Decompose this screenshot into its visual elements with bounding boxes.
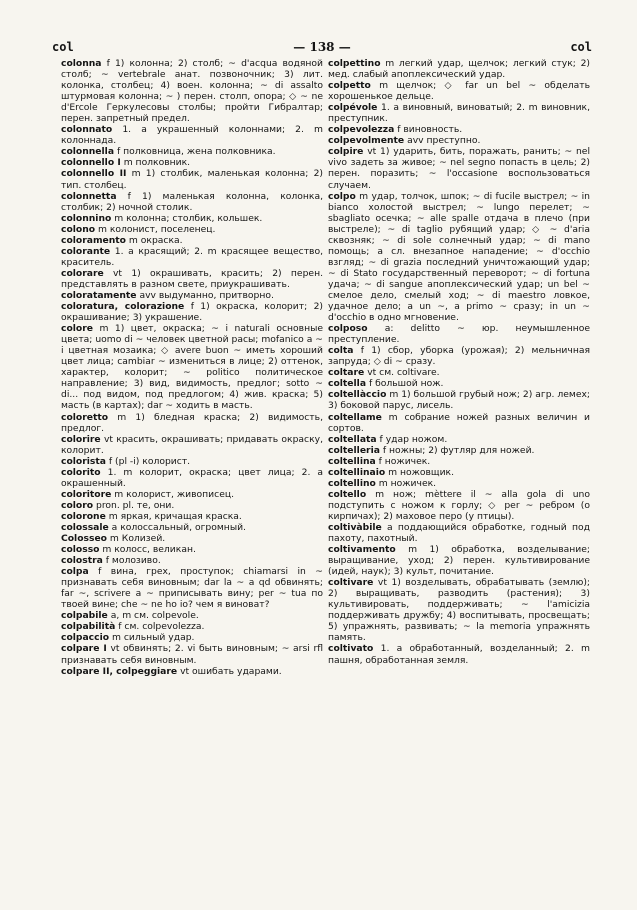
entry-definition: avv выдуманно, притворно. xyxy=(139,289,274,301)
dictionary-entry xyxy=(61,555,323,566)
entry-definition: m полковник. xyxy=(123,157,191,169)
dictionary-entry xyxy=(61,168,323,190)
dictionary-entry xyxy=(61,456,323,467)
dictionary-entry xyxy=(61,213,323,224)
entry-headword: colonnetta xyxy=(61,190,117,202)
entry-headword: colonnella xyxy=(61,146,115,158)
dictionary-entry xyxy=(328,577,590,643)
dictionary-entry xyxy=(328,323,590,345)
dictionary-entry xyxy=(61,290,323,301)
right-column xyxy=(328,58,590,896)
dictionary-entry xyxy=(61,511,323,522)
entry-headword: colonnino xyxy=(61,212,112,224)
entry-definition: f вина, грех, проступок; chiamarsi in ~ признавать себя виновным; dar la ~ a qd обвинять; far ~, scrivere a ~ приписывать вину; per ~ tua по твоей вине; che ~ ne ho io? чем я виноват? xyxy=(61,566,323,611)
dictionary-entry xyxy=(61,157,323,168)
entry-headword: colta xyxy=(328,345,354,357)
dictionary-entry xyxy=(61,235,323,246)
dictionary-entry xyxy=(61,434,323,456)
entry-headword: coltellinaio xyxy=(328,466,386,478)
entry-headword: coltellino xyxy=(328,477,376,489)
entry-headword: coltivato xyxy=(328,643,374,655)
entry-headword: colorito xyxy=(61,466,101,478)
dictionary-entry xyxy=(328,367,590,378)
entry-definition: f удар ножом. xyxy=(379,433,448,445)
entry-headword: colpevolmente xyxy=(328,135,405,147)
entry-headword: coloratura, colorazione xyxy=(61,301,185,313)
entry-definition: m 1) обработка, возделывание; выращивание, уход; 2) перен. культивирование (идей, наук); 3) культ, почитание. xyxy=(328,544,590,578)
entry-headword: colpabile xyxy=(61,610,108,622)
entry-headword: coltivamento xyxy=(328,544,396,556)
entry-headword: coltella xyxy=(328,378,367,390)
entry-definition: m Колизей. xyxy=(109,533,166,545)
entry-definition: m колорист, живописец. xyxy=(114,488,235,500)
entry-definition: f (pl -i) колорист. xyxy=(108,455,191,467)
entry-headword: Colosseo xyxy=(61,533,107,545)
entry-definition: m нож; mèttere il ~ alla gola di uno подступить с ножом к горлу; ◇ per ~ ребром (о кирпичах); 2) маховое перо (у птицы). xyxy=(328,488,590,522)
entry-definition: m колосс, великан. xyxy=(102,544,196,556)
entry-definition: m 1) столбик, маленькая колонна; 2) тип. столбец. xyxy=(61,168,323,191)
entry-definition: 1. a украшенный колоннами; 2. m колоннада. xyxy=(61,124,323,147)
entry-headword: colpetto xyxy=(328,80,371,92)
entry-definition: f виновность. xyxy=(397,124,463,136)
entry-definition: vt 1) ударить, бить, поражать, ранить; ~ nel vivo задеть за живое; ~ nel segno попасть в цель; 2) перен. поразить; ~ l'occasione воспользоваться случаем. xyxy=(328,146,590,191)
entry-definition: m легкий удар, щелчок; легкий стук; 2) мед. слабый апоплексический удар. xyxy=(328,58,590,81)
entry-definition: 1. m колорит, окраска; цвет лица; 2. a окрашенный. xyxy=(61,466,323,489)
entry-definition: m 1) цвет, окраска; ~ i naturali основные цвета; uomo di ~ человек цветной расы; mofanico a ~ i цветная мозаика; ◇ avere buon ~ иметь хороший цвет лица; cambiar ~ измениться в лице; 2) оттенок, характер, колорит; ~ politico политическое направление; 3) вид, видимость, предлог; sotto ~ di... под видом, под предлогом; 4) жив. краска; 5) масть (в картах); dar ~ ходить в масть. xyxy=(61,323,323,412)
dictionary-entry xyxy=(328,345,590,367)
dictionary-entry xyxy=(61,632,323,643)
header-right-guideword: col xyxy=(570,40,592,54)
entry-definition: f 1) сбор, уборка (урожая); 2) мельничная запруда; ◇ di ~ сразу. xyxy=(328,345,590,368)
entry-headword: colonnello I xyxy=(61,157,121,169)
entry-headword: colonna xyxy=(61,58,102,69)
entry-headword: colonnello II xyxy=(61,168,127,180)
entry-definition: avv преступно. xyxy=(407,135,481,147)
dictionary-entry xyxy=(328,544,590,577)
entry-headword: coltelleria xyxy=(328,444,380,456)
entry-definition: m сильный удар. xyxy=(111,632,195,644)
entry-definition: vt ошибать ударами. xyxy=(180,665,282,677)
dictionary-entry xyxy=(61,268,323,290)
entry-definition: m колонист, поселенец. xyxy=(98,223,216,235)
entry-headword: colorire xyxy=(61,433,101,445)
entry-definition: a, m см. colpevole. xyxy=(110,610,199,622)
dictionary-entry xyxy=(61,246,323,268)
entry-definition: vt 1) возделывать, обрабатывать (землю); 2) выращивать, разводить (растения); 3) культивировать, поддерживать; ~ l'amicizia поддерживать дружбу; 4) воспитывать, просвещать; 5) упражнять, развивать; ~ la memoria упражнять память. xyxy=(328,577,590,644)
entry-definition: a колоссальный, огромный. xyxy=(111,521,246,533)
dictionary-entry xyxy=(61,301,323,323)
entry-headword: colossale xyxy=(61,521,109,533)
dictionary-entry xyxy=(61,58,323,124)
entry-headword: coltellata xyxy=(328,433,377,445)
entry-headword: coloretto xyxy=(61,411,109,423)
entry-headword: colpare I xyxy=(61,643,107,655)
dictionary-entry xyxy=(61,610,323,621)
entry-headword: colostra xyxy=(61,555,103,567)
dictionary-entry xyxy=(328,191,590,324)
entry-definition: 1. a виновный, виноватый; 2. m виновник, преступник. xyxy=(328,102,590,125)
dictionary-entry xyxy=(328,58,590,80)
entry-definition: f полковница, жена полковника. xyxy=(116,146,276,158)
entry-definition: a поддающийся обработке, годный под пахоту, пахотный. xyxy=(328,521,590,545)
dictionary-entry xyxy=(61,224,323,235)
dictionary-entry xyxy=(328,80,590,102)
entry-headword: coloro xyxy=(61,499,94,511)
entry-headword: colposo xyxy=(328,323,368,335)
entry-definition: m 1) большой грубый нож; 2) агр. лемех; 3) боковой парус, лисель. xyxy=(328,389,590,412)
dictionary-entry xyxy=(61,544,323,555)
entry-definition: f 1) маленькая колонна, колонка, столбик; 2) ночной столик. xyxy=(61,190,323,213)
dictionary-entry xyxy=(328,102,590,124)
entry-headword: colosso xyxy=(61,544,100,556)
entry-headword: colorare xyxy=(61,267,104,279)
entry-headword: colpo xyxy=(328,190,356,202)
dictionary-entry xyxy=(328,467,590,478)
entry-headword: coloritore xyxy=(61,488,112,500)
dictionary-entry xyxy=(61,412,323,434)
page-number: — 138 — xyxy=(293,40,351,54)
entry-definition: m удар, толчок, шпок; ~ di fucile выстрел; ~ in bianco холостой выстрел; ~ lungo перелет; ~ sbagliato осечка; ~ alle spalle отдача в плечо (при выстреле); ~ di taglio рубящий удар; ◇ ~ d'aria сквозняк; ~ di sole солнечный удар; ~ di mano помощь; а сл. внезапное нападение; ~ d'occhio взгляд; ~ di grazia последний уничтожающий удар; ~ di Stato государственный переворот; ~ di fortuna удача; ~ di sangue апоплексический удар; un bel ~ смелое дело, смелый ход; ~ di maestro ловкое, удачное дело; a un ~, a primo ~ сразу; in un ~ d'occhio в одно мгновение. xyxy=(328,190,590,324)
entry-headword: coltare xyxy=(328,367,365,379)
entry-headword: colorista xyxy=(61,455,106,467)
dictionary-entry xyxy=(61,566,323,610)
entry-definition: f молозиво. xyxy=(105,555,161,567)
dictionary-entry xyxy=(61,146,323,157)
entry-definition: f 1) колонна; 2) столб; ~ d'acqua водяной столб; ~ vertebrale анат. позвоночник; 3) лит. колонка, столбец; 4) воен. колонна; ~ di assalto штурмовая колонна; ~ ) перен. столп, опора; ◇ ~ ne d'Ercole Геркулесовы столбы; пройти Гибралтар; перен. запретный предел. xyxy=(61,58,323,125)
entry-headword: coltellàccio xyxy=(328,389,387,401)
entry-headword: coltellina xyxy=(328,455,376,467)
entry-headword: colorante xyxy=(61,245,111,257)
entry-headword: coltivare xyxy=(328,577,374,589)
left-column xyxy=(61,58,323,896)
entry-headword: colpire xyxy=(328,146,364,158)
entry-definition: f см. colpevolezza. xyxy=(118,621,205,633)
dictionary-entry xyxy=(61,643,323,665)
dictionary-entry xyxy=(61,621,323,632)
entry-definition: m колонна; столбик, кольшек. xyxy=(114,212,263,224)
dictionary-entry xyxy=(328,412,590,434)
entry-definition: vt обвинять; 2. vi быть виновным; ~ arsi rfl признавать себя виновным. xyxy=(61,643,323,666)
dictionary-entry xyxy=(61,666,323,677)
entry-headword: colore xyxy=(61,323,93,335)
dictionary-entry xyxy=(328,378,590,389)
entry-definition: m щелчок; ◇ far un bel ~ обделать хорошенькое дельце. xyxy=(328,80,590,103)
dictionary-entry xyxy=(61,533,323,544)
dictionary-entry xyxy=(61,323,323,411)
entry-definition: m ножовщик. xyxy=(388,466,455,478)
dictionary-entry xyxy=(328,146,590,190)
entry-definition: m окраска. xyxy=(128,234,183,246)
entry-headword: colpévole xyxy=(328,102,378,114)
dictionary-entry xyxy=(328,522,590,544)
entry-headword: colono xyxy=(61,223,96,235)
entry-headword: coltello xyxy=(328,488,367,500)
entry-headword: colpa xyxy=(61,566,89,578)
entry-headword: colpare II, colpeggiare xyxy=(61,665,178,677)
entry-definition: m 1) бледная краска; 2) видимость, предлог. xyxy=(61,411,323,434)
entry-headword: colonnato xyxy=(61,124,113,136)
entry-definition: m собрание ножей разных величин и сортов. xyxy=(328,411,590,434)
dictionary-entry xyxy=(328,643,590,665)
entry-headword: coltivàbile xyxy=(328,521,382,533)
page-header xyxy=(52,40,592,56)
entry-headword: colpabilità xyxy=(61,621,116,633)
dictionary-entry xyxy=(61,522,323,533)
dictionary-entry xyxy=(61,500,323,511)
entry-definition: a: delitto ~ юр. неумышленное преступление. xyxy=(328,323,590,346)
dictionary-entry xyxy=(328,434,590,445)
dictionary-entry xyxy=(328,389,590,411)
entry-definition: m ножичек. xyxy=(378,477,437,489)
dictionary-entry xyxy=(328,445,590,456)
dictionary-entry xyxy=(328,124,590,135)
dictionary-entry xyxy=(61,124,323,146)
entry-headword: colpettino xyxy=(328,58,381,69)
dictionary-entry xyxy=(61,467,323,489)
dictionary-entry xyxy=(328,135,590,146)
dictionary-entry xyxy=(61,191,323,213)
entry-headword: coloramento xyxy=(61,234,126,246)
entry-headword: colpaccio xyxy=(61,632,110,644)
entry-headword: coloratamente xyxy=(61,289,137,301)
entry-definition: f ножны; 2) футляр для ножей. xyxy=(382,444,535,456)
entry-definition: f ножичек. xyxy=(378,455,431,467)
dictionary-entry xyxy=(61,489,323,500)
entry-definition: 1. a красящий; 2. m красящее вещество, краситель. xyxy=(61,245,323,268)
entry-definition: 1. a обработанный, возделанный; 2. m пашня, обработанная земля. xyxy=(328,643,590,666)
dictionary-entry xyxy=(328,456,590,467)
entry-definition: pron. pl. те, они. xyxy=(95,499,175,511)
entry-headword: coltellame xyxy=(328,411,382,423)
header-left-guideword: col xyxy=(52,40,74,54)
entry-definition: f 1) окраска, колорит; 2) окрашивание; 3) украшение. xyxy=(61,301,323,324)
entry-headword: colorone xyxy=(61,510,106,522)
entry-headword: colpevolezza xyxy=(328,124,395,136)
entry-definition: f большой нож. xyxy=(368,378,444,390)
dictionary-entry xyxy=(328,478,590,489)
entry-definition: vt красить, окрашивать; придавать окраску, колорит. xyxy=(61,433,323,456)
entry-definition: vt 1) окрашивать, красить; 2) перен. представлять в разном свете, приукрашивать. xyxy=(61,267,323,290)
entry-definition: m яркая, кричащая краска. xyxy=(108,510,242,522)
entry-definition: vt см. coltivare. xyxy=(367,367,440,379)
dictionary-entry xyxy=(328,489,590,522)
